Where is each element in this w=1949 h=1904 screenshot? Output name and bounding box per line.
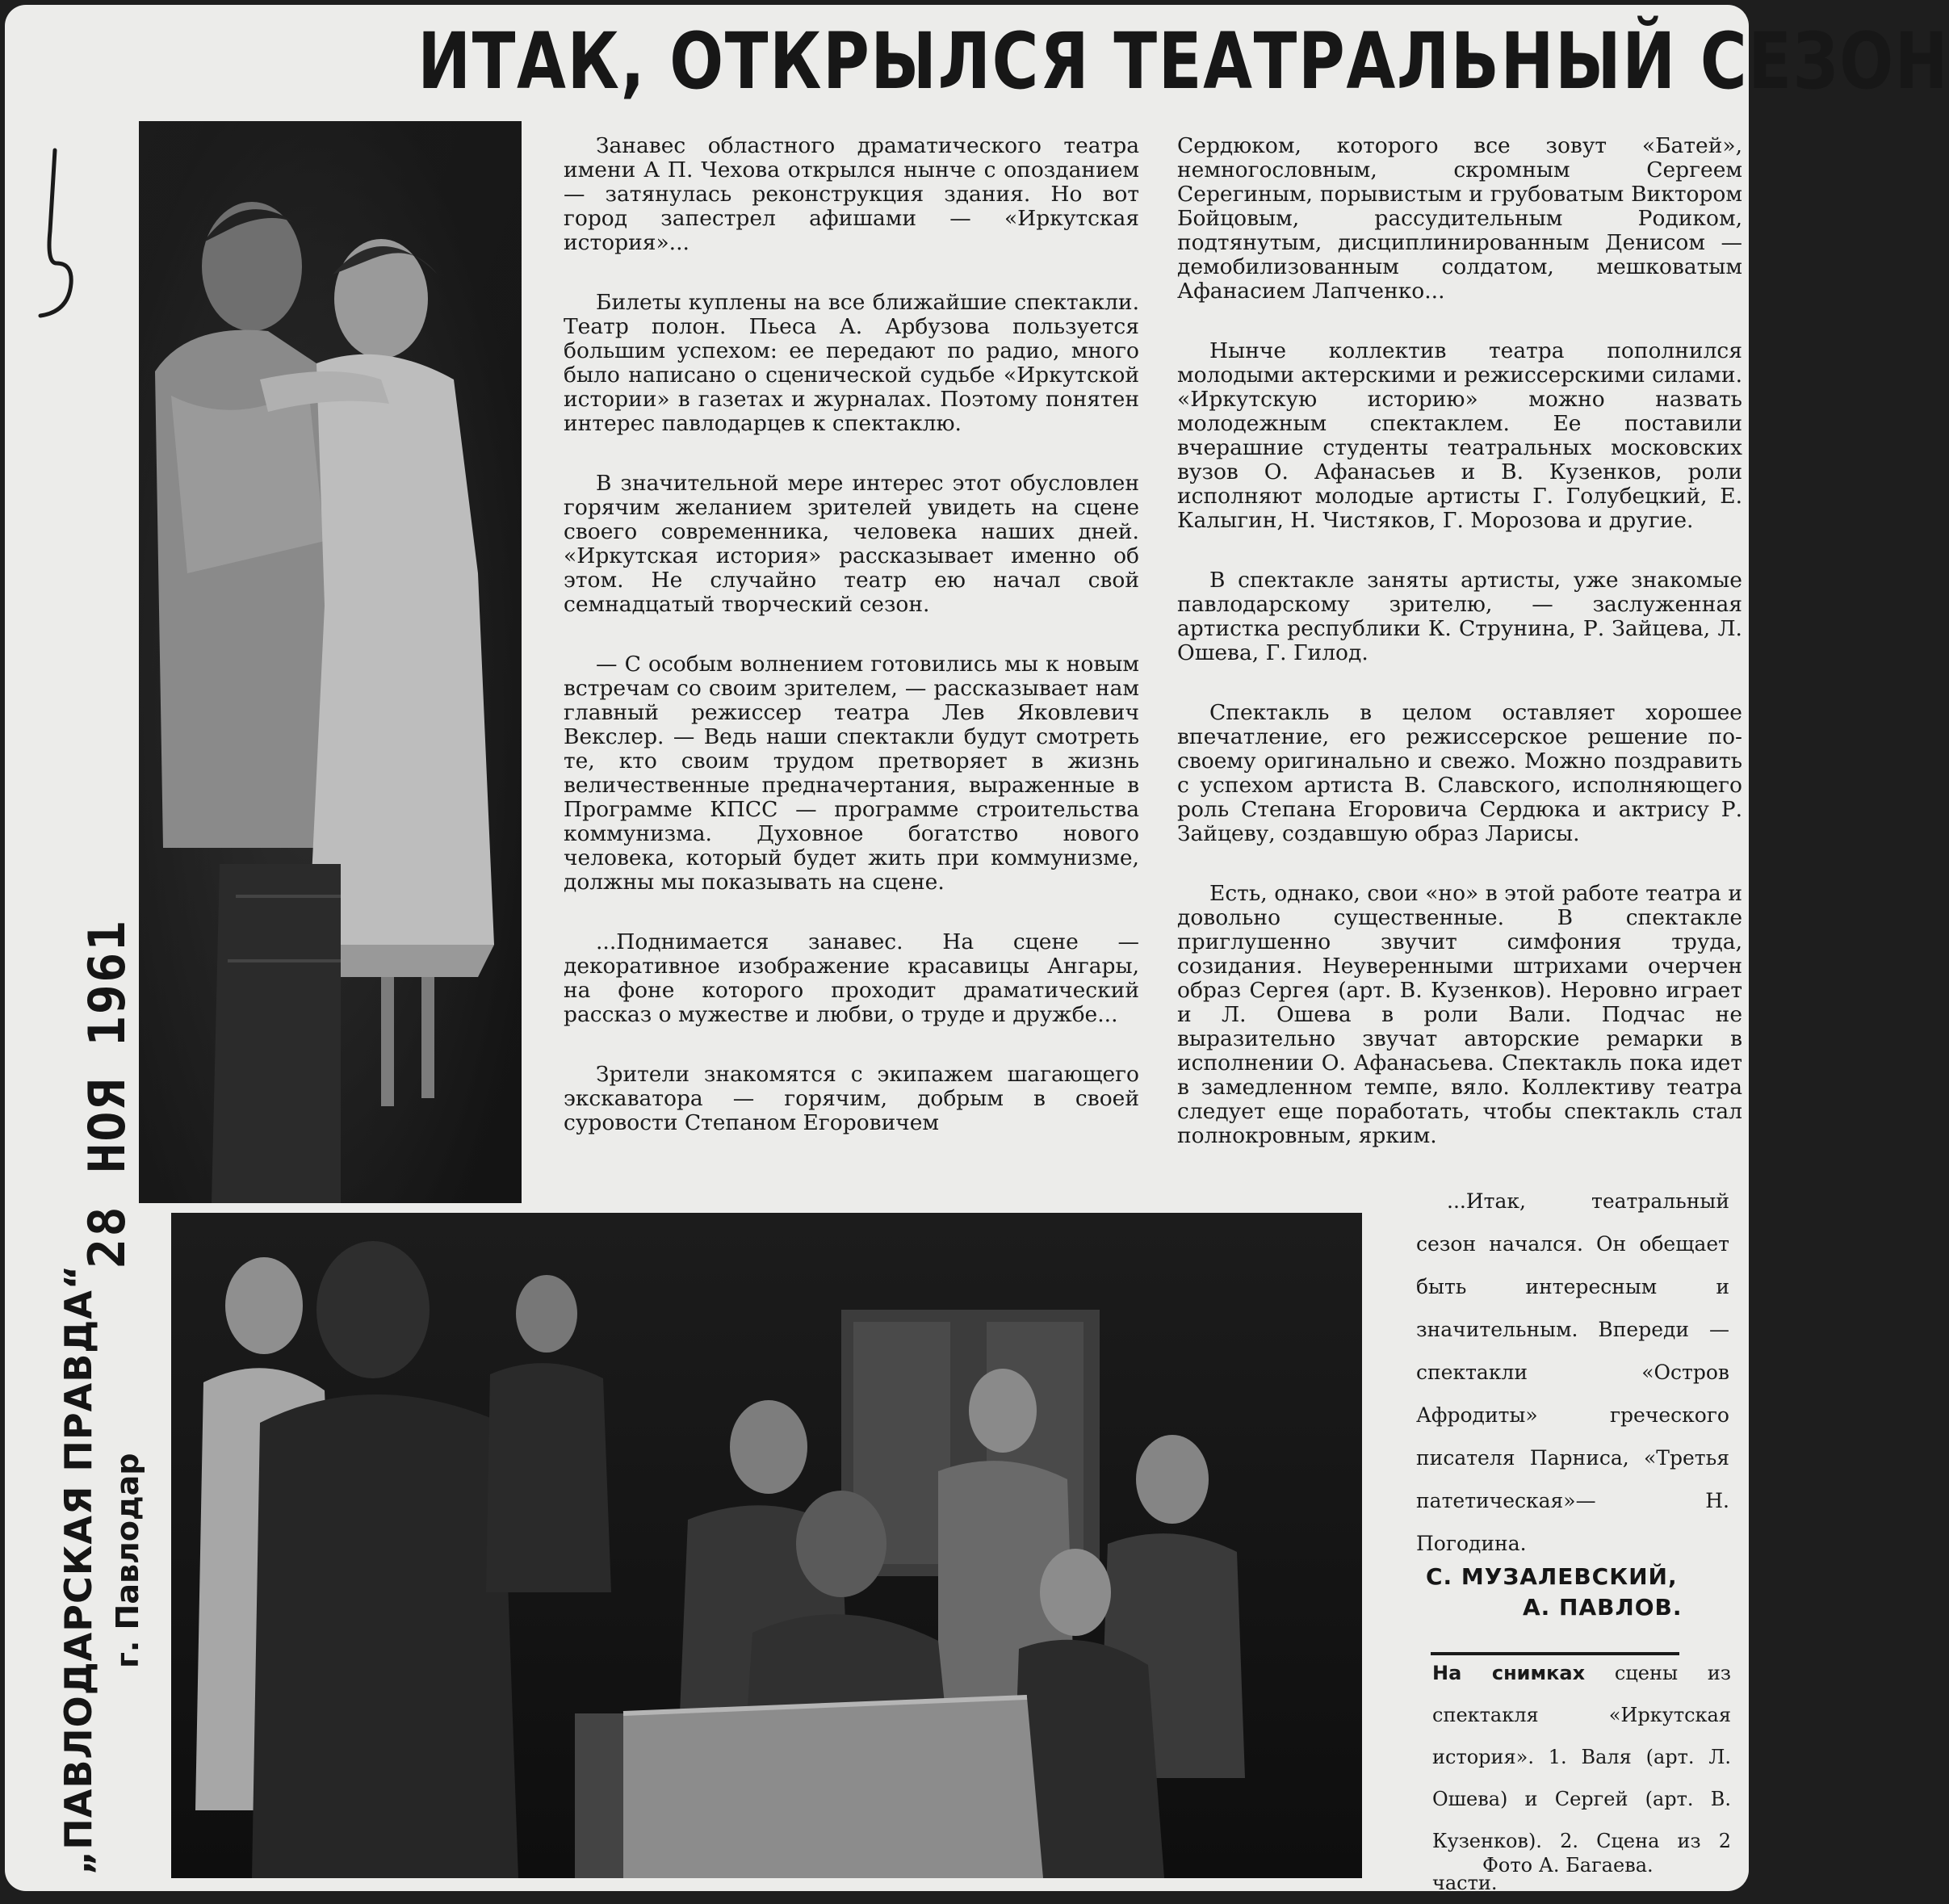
author-signature-1: С. МУЗАЛЕВСКИЙ, (1426, 1563, 1678, 1590)
paragraph: В значительной мере интерес этот обусловлен горячим желанием зрителей увидеть на сцене своего современника, человека наших дней. «Иркутская история» рассказывает именно об этом. Не случайно театр ею начал свой семнадцатый творческий сезон. (564, 471, 1139, 617)
handwritten-mark-icon (24, 142, 81, 328)
paragraph: Спектакль в целом оставляет хорошее впечатление, его режиссерское решение по-своему оригинально и свежо. Можно поздравить с успехом артиста В. Славского, исполняющего роль Степана Егоровича Сердюка и актрису Р. Зайцеву, создавшую образ Ларисы. (1177, 700, 1742, 846)
photo-credit: Фото А. Багаева. (1482, 1854, 1654, 1877)
paragraph: Сердюком, которого все зовут «Батей», немногословным, скромным Сергеем Серегиным, порывистым и грубоватым Виктором Бойцовым, рассудительным Родиком, подтянутым, дисциплинированным Денисом — демобилизованным солдатом, мешковатым Афанасием Лапченко... (1177, 133, 1742, 304)
article-column-2 (1177, 110, 1742, 1176)
photo-valya-and-sergey (139, 121, 522, 1203)
caption-lead: На снимках (1432, 1662, 1586, 1684)
article-column-3 (1416, 1180, 1729, 1565)
article-title: ИТАК, ОТКРЫЛСЯ ТЕАТРАЛЬНЫЙ СЕЗОН (417, 16, 1949, 107)
paragraph: — С особым волнением готовились мы к новым встречам со своим зрителем, — рассказывает нам главный режиссер театра Лев Яковлевич Векслер. — Ведь наши спектакли будут смотреть те, кто своим трудом претворяет в жизнь величественные предначертания, выраженные в Программе КПСС — программе строительства коммунизма. Духовное богатство нового человека, который будет жить при коммунизме, должны мы показывать на сцене. (564, 652, 1139, 895)
newspaper-name: „ПАВЛОДАРСКАЯ ПРАВДА“ (57, 1264, 100, 1875)
paragraph: Занавес областного драматического театра имени А П. Чехова открылся нынче с опозданием — затянулась реконструкция здания. Но вот город запестрел афишами — «Иркутская история»... (564, 133, 1139, 255)
paragraph: Есть, однако, свои «но» в этой работе театра и довольно существенные. В спектакле приглушенно звучит симфония труда, созидания. Неуверенными штрихами очерчен образ Сергея (арт. В. Кузенков). Неровно играет и Л. Ошева в роли Вали. Подчас не выразительно звучат авторские ремарки в исполнении О. Афанасьева. Спектакль пока идет в замедленном темпе, вяло. Коллективу театра следует еще поработать, чтобы спектакль стал полнокровным, ярким. (1177, 881, 1742, 1148)
newspaper-city: г. Павлодар (110, 1453, 145, 1668)
date-stamp: 28 НОЯ 1961 (78, 919, 136, 1269)
photo-scene-part-2 (171, 1213, 1362, 1878)
paragraph: Нынче коллектив театра пополнился молодыми актерскими и режиссерскими силами. «Иркутскую историю» можно назвать молодежным спектаклем. Ее поставили вчерашние студенты театральных московских вузов О. Афанасьев и В. Кузенков, роли исполняют молодые артисты Г. Голубецкий, Е. Калыгин, Н. Чистяков, Г. Морозова и другие. (1177, 338, 1742, 533)
newspaper-clipping (5, 5, 1949, 1894)
author-signature-2: А. ПАВЛОВ. (1523, 1594, 1683, 1621)
paragraph: Билеты куплены на все ближайшие спектакли. Театр полон. Пьеса А. Арбузова пользуется большим успехом: ее передают по радио, много было написано о сценической судьбе «Иркутской истории» в газетах и журналах. Поэтому понятен интерес павлодарцев к спектаклю. (564, 290, 1139, 436)
paragraph: ...Поднимается занавес. На сцене — декоративное изображение красавицы Ангары, на фоне которого проходит драматический рассказ о мужестве и любви, о труде и дружбе... (564, 929, 1139, 1027)
article-column-1 (564, 110, 1139, 1174)
paragraph: ...Итак, театральный сезон начался. Он обещает быть интересным и значительным. Впереди — спектакли «Остров Афродиты» греческого писателя Парниса, «Третья патетическая»— Н. Погодина. (1416, 1189, 1729, 1555)
caption-text: сцены из спектакля «Иркутская история». 1. Валя (арт. Л. Ошева) и Сергей (арт. В. Кузенков). 2. Сцена из 2 части. (1432, 1662, 1731, 1894)
paragraph: Зрители знакомятся с экипажем шагающего экскаватора — горячим, добрым в своей суровости Степаном Егоровичем (564, 1062, 1139, 1135)
paragraph: В спектакле заняты артисты, уже знакомые павлодарскому зрителю, — заслуженная артистка республики К. Струнина, Р. Зайцева, Л. Ошева, Г. Гилод. (1177, 568, 1742, 665)
